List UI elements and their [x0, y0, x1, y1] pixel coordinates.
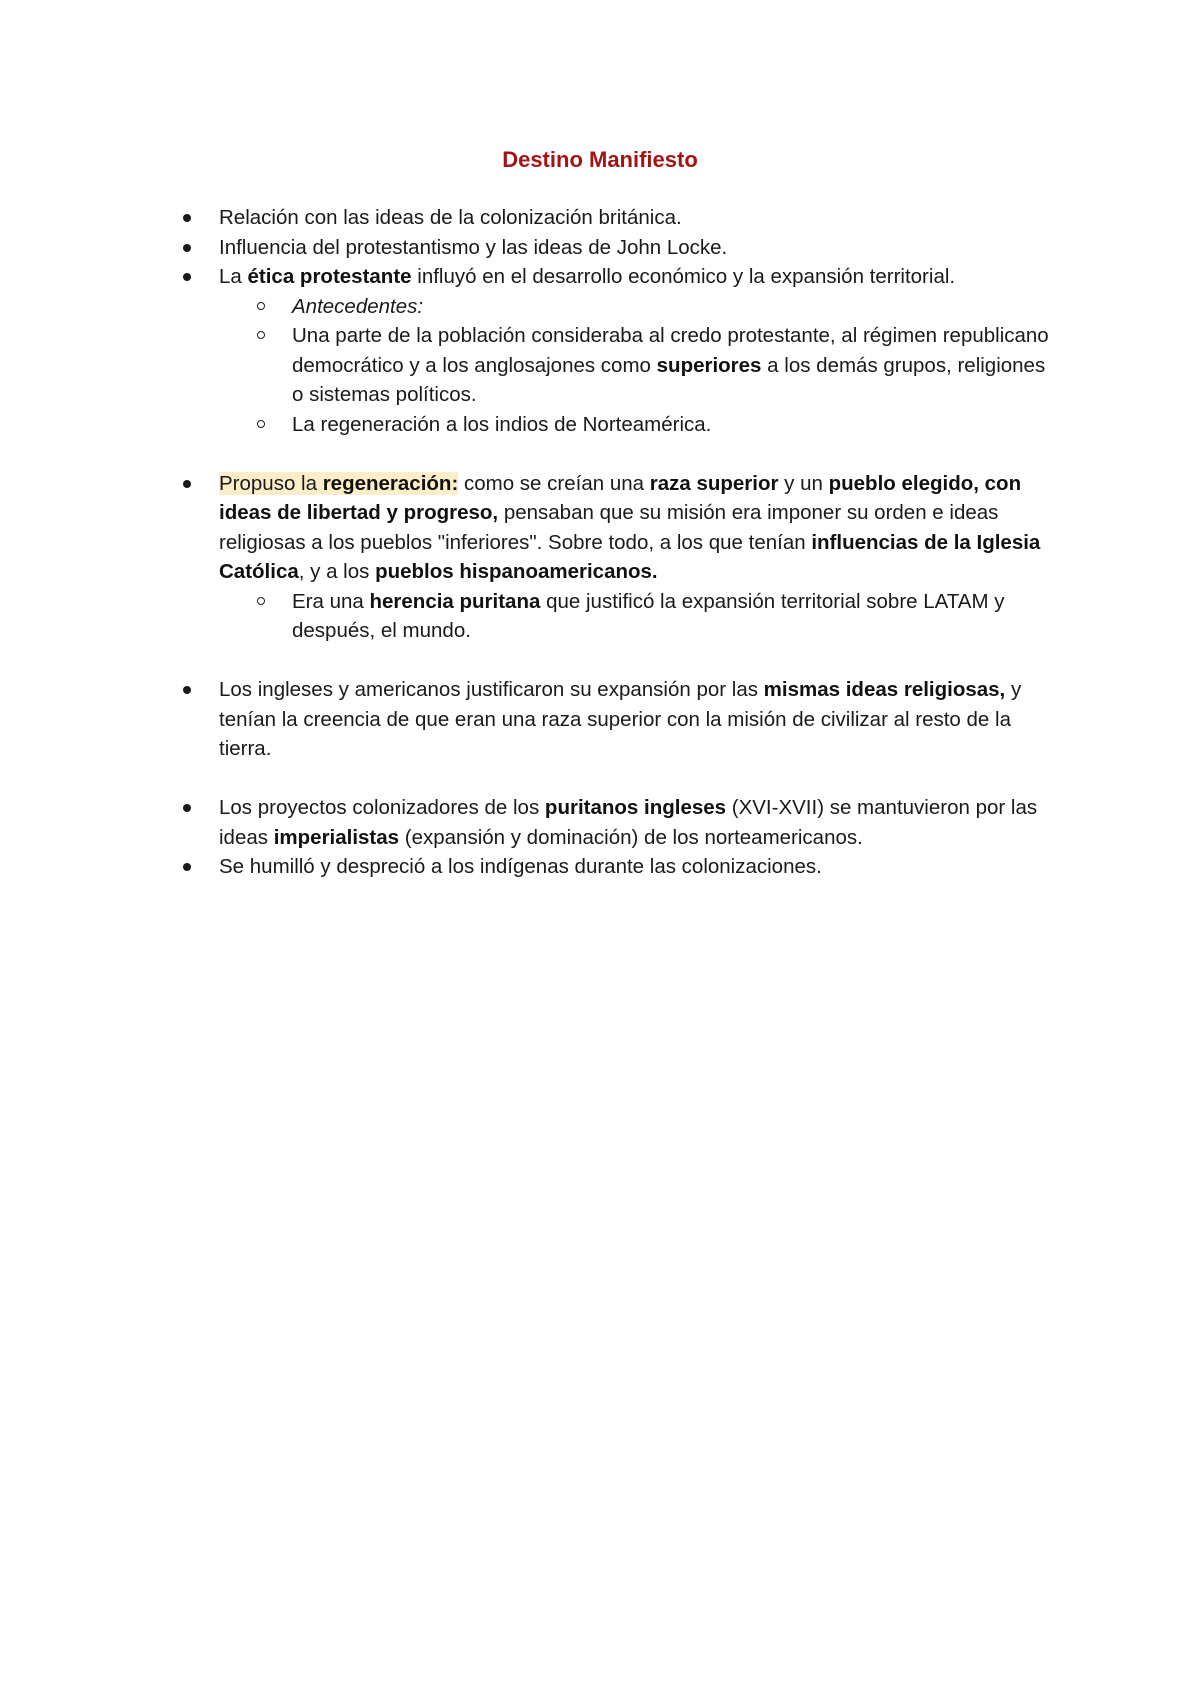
list-item-text: Una parte de la población consideraba al credo protestante, al régimen republicano democrático y a los anglosajones como — [292, 324, 1049, 377]
bullet-icon — [183, 804, 191, 812]
list-item — [0, 203, 1059, 233]
list-item-text: , y a los — [298, 560, 376, 583]
list-item-text: como se creían una — [458, 471, 650, 495]
bold-term: pueblos hispanoamericanos. — [375, 560, 658, 583]
bold-term: superiores — [656, 353, 762, 377]
list-item-text: a los demás grupos, religiones o sistemas políticos. — [292, 353, 1046, 406]
sub-list-item — [0, 410, 1059, 440]
bold-term: imperialistas — [273, 825, 400, 849]
bold-term: ética protestante — [247, 265, 412, 288]
page-title: Destino Manifiesto — [502, 147, 698, 172]
highlighted-text — [219, 472, 458, 495]
bullet-icon — [183, 214, 191, 222]
list-item-text: (expansión y dominación) de los norteamericanos. — [399, 825, 863, 849]
list-item-text: Se humilló y despreció a los indígenas durante las colonizaciones. — [219, 855, 822, 878]
list-item-text: pensaban que su misión era imponer su orden e ideas religiosas a los pueblos "inferiores". Sobre todo, a los que tenían — [219, 501, 999, 554]
sub-list-item — [0, 292, 1059, 322]
list-item-text: Influencia del protestantismo y las ideas de John Locke. — [219, 235, 728, 259]
list-item — [0, 675, 1059, 764]
bold-term: regeneración: — [322, 471, 459, 495]
bullet-icon — [183, 480, 191, 488]
list-item — [0, 469, 1059, 587]
list-item-text: La — [219, 265, 248, 288]
list-item — [0, 852, 1059, 882]
list-item-text: Propuso la — [219, 471, 323, 495]
bold-term: pueblo elegido, con ideas de libertad y progreso, — [219, 471, 1022, 524]
sub-bullet-icon — [257, 331, 265, 339]
list-item-text: y tenían la creencia de que eran una raza superior con la misión de civilizar al resto de la tierra. — [219, 678, 1022, 760]
sub-bullet-icon — [257, 597, 265, 605]
list-item — [0, 262, 1059, 292]
list-item-text: (XVI-XVII) se mantuvieron por las ideas — [219, 796, 1038, 849]
bullet-icon — [183, 686, 191, 694]
spacer — [0, 439, 1200, 469]
bold-term: puritanos ingleses — [544, 796, 727, 819]
list-item-text: Era una — [292, 589, 370, 613]
bullet-icon — [183, 273, 191, 281]
spacer — [0, 764, 1200, 794]
list-item — [0, 233, 1059, 263]
sub-bullet-icon — [257, 302, 265, 310]
list-item-text: y un — [778, 471, 829, 495]
sub-bullet-icon — [257, 420, 265, 428]
list-item-text: que justificó la expansión territorial sobre LATAM y después, el mundo. — [292, 589, 1005, 642]
list-item-text: Los ingleses y americanos justificaron su expansión por las — [219, 678, 764, 701]
sub-list-item — [0, 321, 1059, 410]
sub-list-item — [0, 587, 1059, 646]
list-item-text: Los proyectos colonizadores de los — [219, 796, 545, 819]
list-item-text: influyó en el desarrollo económico y la expansión territorial. — [411, 265, 956, 288]
bullet-list — [0, 203, 1200, 882]
sub-heading: Antecedentes: — [292, 294, 424, 318]
bullet-icon — [183, 244, 191, 252]
bold-term: raza superior — [649, 471, 779, 495]
list-item-text: Relación con las ideas de la colonización británica. — [219, 206, 682, 229]
list-item — [0, 793, 1059, 852]
bold-term: herencia puritana — [369, 589, 541, 613]
spacer — [0, 646, 1200, 676]
bold-term: influencias de la Iglesia Católica — [219, 530, 1041, 583]
list-item-text: La regeneración a los indios de Norteamérica. — [292, 412, 712, 436]
bold-term: mismas ideas religiosas, — [763, 678, 1006, 701]
bullet-icon — [183, 863, 191, 871]
